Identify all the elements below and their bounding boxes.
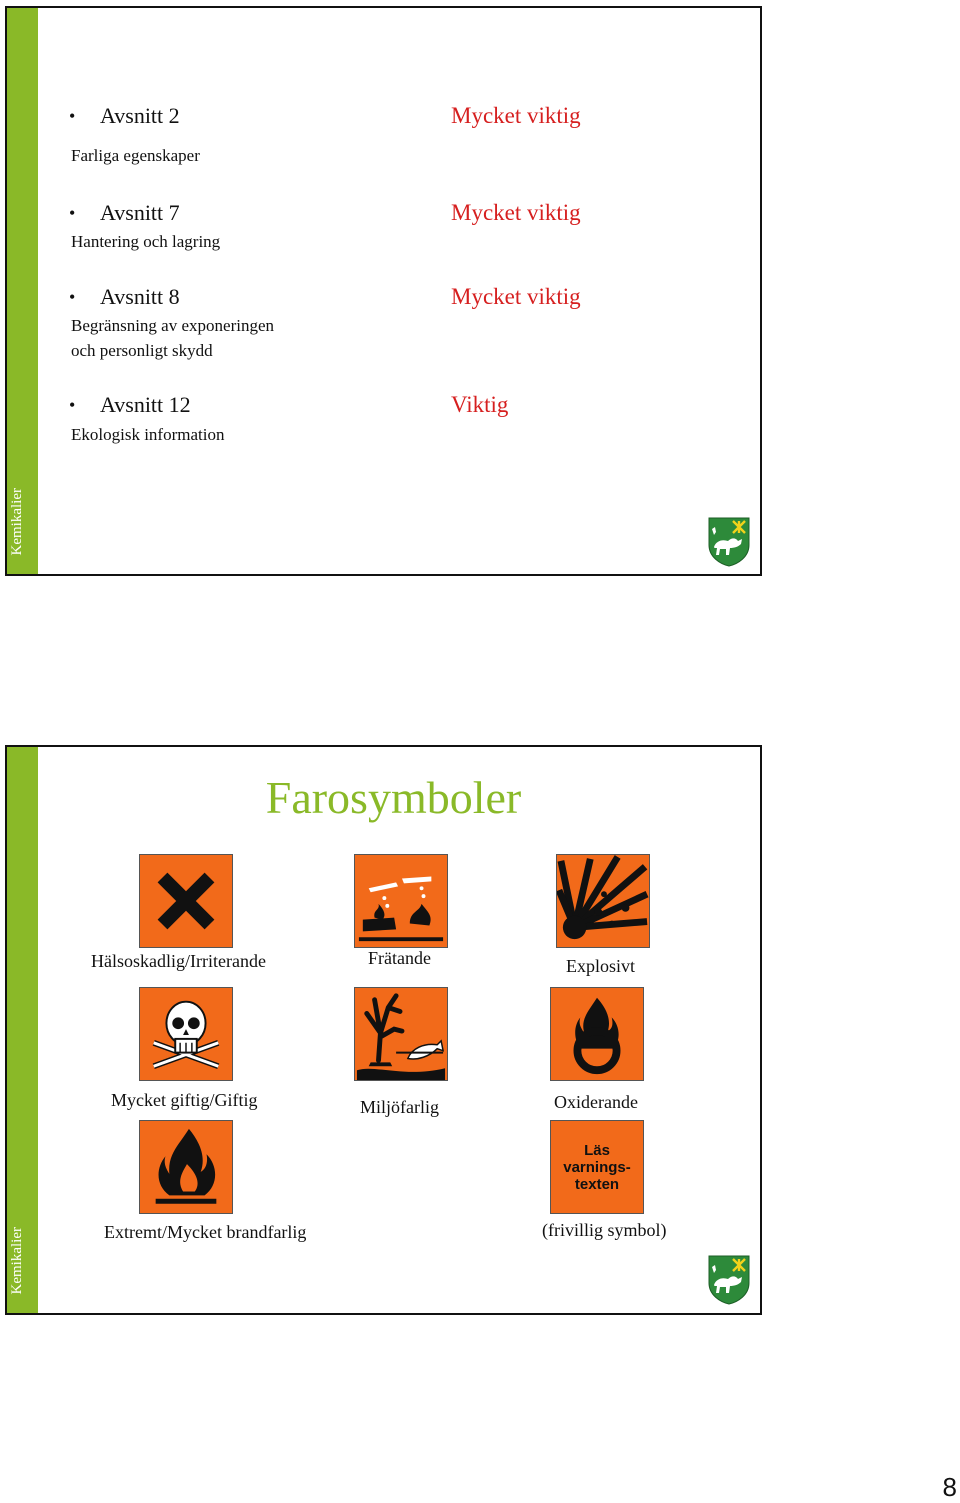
slide-hazard-symbols <box>5 745 762 1315</box>
section-subtitle: Begränsning av exponeringen <box>71 316 274 335</box>
symbol-label: Mycket giftig/Giftig <box>111 1090 258 1110</box>
corrosive-icon <box>354 854 448 948</box>
section-title: Avsnitt 7 <box>100 200 180 225</box>
section-subtitle: Ekologisk information <box>71 425 225 444</box>
flame-icon <box>139 1120 233 1214</box>
bullet: • <box>69 395 76 415</box>
municipal-shield-logo <box>708 1255 750 1305</box>
symbol-label: Frätande <box>368 948 431 968</box>
section-subtitle: Farliga egenskaper <box>71 146 200 165</box>
section-title: Avsnitt 12 <box>100 392 191 417</box>
symbol-text-line: texten <box>574 1175 620 1193</box>
page-number: 8 <box>942 1472 957 1502</box>
read-warning-text-icon <box>550 1120 644 1214</box>
slide-safety-data-sheet-sections <box>5 6 762 576</box>
symbol-label: (frivillig symbol) <box>542 1220 667 1240</box>
side-label: Kemikalier <box>9 488 25 556</box>
symbol-label: Oxiderande <box>554 1092 638 1112</box>
importance-label: Viktig <box>451 392 509 417</box>
symbol-text-line: Läs <box>584 1141 610 1159</box>
importance-label: Mycket viktig <box>451 284 581 309</box>
section-title: Avsnitt 2 <box>100 103 180 128</box>
symbol-text-line: varnings- <box>563 1158 631 1176</box>
slide-title: Farosymboler <box>265 772 522 823</box>
bullet: • <box>69 203 76 223</box>
symbol-label: Miljöfarlig <box>360 1097 439 1117</box>
dead-tree-fish-icon <box>354 987 448 1081</box>
explosive-icon <box>556 854 650 948</box>
flame-over-circle-icon <box>550 987 644 1081</box>
importance-label: Mycket viktig <box>451 103 581 128</box>
importance-label: Mycket viktig <box>451 200 581 225</box>
bullet: • <box>69 287 76 307</box>
section-subtitle: Hantering och lagring <box>71 232 221 251</box>
bullet: • <box>69 106 76 126</box>
section-subtitle: och personligt skydd <box>71 341 213 360</box>
municipal-shield-logo <box>708 517 750 567</box>
cross-x-icon <box>139 854 233 948</box>
symbol-label: Extremt/Mycket brandfarlig <box>104 1222 307 1242</box>
skull-crossbones-icon <box>139 987 233 1081</box>
side-label: Kemikalier <box>9 1227 25 1295</box>
symbol-label: Explosivt <box>566 956 636 976</box>
symbol-label: Hälsoskadlig/Irriterande <box>91 951 266 971</box>
section-title: Avsnitt 8 <box>100 284 180 309</box>
